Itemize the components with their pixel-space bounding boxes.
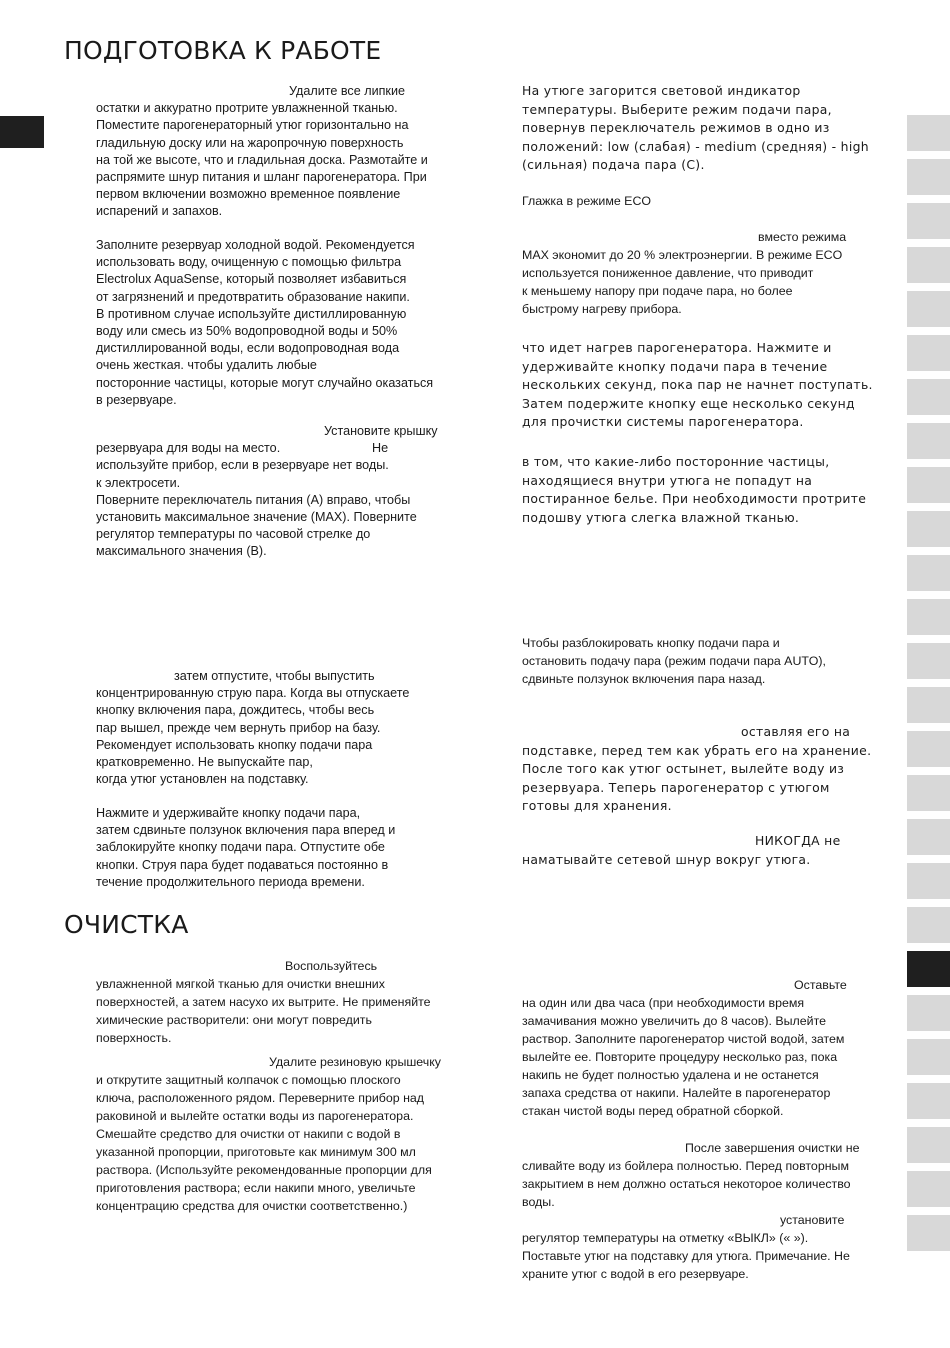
clean-paragraph-soak: Оставьте на один или два часа (при необходимости время замачивания можно увеличить до 8 часов). Вылейте раствор. Заполните парогенератор чистой водой, затем вылейте ее. Повторите процедуру несколько раз, пока накипь не будет полностью удалена и не останется запаха средства от накипи. Налейте в парогенератор стакан чистой воды перед обратной сборкой. <box>522 978 847 1118</box>
language-tab <box>907 731 950 767</box>
right-paragraph-eco-text: вместо режима MAX экономит до 20 % электроэнергии. В режиме ECO используется пониженное давление, что приводит к меньшему напору при подаче пара, но более быстрому нагреву прибора. <box>522 230 847 316</box>
language-tab <box>907 115 950 151</box>
language-tab <box>907 379 950 415</box>
language-marker <box>0 116 44 148</box>
language-tab <box>907 1171 950 1207</box>
right-paragraph-particles: в том, что какие-либо посторонние частицы, находящиеся внутри утюга не попадут на постиранное белье. При необходимости протрите подошву утюга слегка влажной тканью. <box>522 454 867 525</box>
language-tab <box>907 511 950 547</box>
prep-paragraph-lid: Установите крышку резервуара для воды на место. используйте прибор, если в резервуаре нет воды. к электросети. Поверните переключатель питания (A) вправо, чтобы установить максимальное значение (MAX). Поверните регулятор температуры по часовой стрелке до максимального значения (B). <box>96 424 438 559</box>
language-tab <box>907 863 950 899</box>
right-paragraph-unlock: Чтобы разблокировать кнопку подачи пара и остановить подачу пара (режим подачи пара AUTO), сдвиньте ползунок включения пара назад. <box>522 636 826 686</box>
language-tab <box>907 1083 950 1119</box>
right-paragraph-storage: оставляя его на подставке, перед тем как убрать его на хранение. После того как утюг остынет, вылейте воду из резервуара. Теперь парогенератор с утюгом готовы для хранения. <box>522 724 872 814</box>
language-tab <box>907 599 950 635</box>
language-tab <box>907 775 950 811</box>
language-tab <box>907 159 950 195</box>
language-tab <box>907 1039 950 1075</box>
right-paragraph-heating: что идет нагрев парогенератора. Нажмите и удерживайте кнопку подачи пара в течение нескольких секунд, пока пар не начнет поступать. Затем подержите кнопку еще несколько секунд для прочистки системы парогенератора. <box>522 340 873 430</box>
clean-paragraph-descale: Удалите резиновую крышечку и открутите защитный колпачок с помощью плоского ключа, расположенного рядом. Переверните прибор над раковиной и вылейте остатки воды из парогенератора. Смешайте средство для очистки от накипи с водой в указанной пропорции, приготовьте как минимум 300 мл раствора. (Используйте рекомендованные пропорции для приготовления раствора; если накипи много, увеличьте концентрацию средства для очистки соответственно.) <box>96 1055 441 1213</box>
language-tab <box>907 467 950 503</box>
language-tab-strip <box>907 115 950 1259</box>
language-tab <box>907 291 950 327</box>
prep-paragraph-steam-lock: Нажмите и удерживайте кнопку подачи пара, затем сдвиньте ползунок включения пара вперед и заблокируйте кнопку подачи пара. Отпустите обе кнопки. Струя пара будет подаваться постоянно в течение продолжительного периода времени. <box>96 806 396 889</box>
language-tab <box>907 643 950 679</box>
language-tab <box>907 247 950 283</box>
prep-paragraph-fill: Заполните резервуар холодной водой. Рекомендуется использовать воду, очищенную с помощью фильтра Electrolux AquaSense, который позволяет избавиться от загрязнений и предотвратить образование накипи. В противном случае используйте дистиллированную воду или смесь из 50% водопроводной воды и 50% дистиллированной воды, если водопроводная вода очень жесткая. чтобы удалить любые посторонние частицы, которые могут случайно оказаться в резервуаре. <box>96 238 434 407</box>
prep-paragraph-steam-shot: затем отпустите, чтобы выпустить концентрированную струю пара. Когда вы отпускаете кнопку включения пара, дождитесь, чтобы весь пар вышел, прежде чем вернуть прибор на базу. Рекомендует использовать кнопку подачи пара кратковременно. Не выпускайте пар, когда утюг установлен на подставку. <box>96 669 410 787</box>
language-tab <box>907 423 950 459</box>
language-tab <box>907 907 950 943</box>
prep-paragraph-unpack: Удалите все липкие остатки и аккуратно протрите увлажненной тканью. Поместите парогенераторный утюг горизонтально на гладильную доску или на жаропрочную поверхность на той же высоте, что и гладильная доска. Размотайте и распрямите шнур питания и шланг парогенератора. При первом включении возможно временное появление испарений и запахов. <box>96 84 428 219</box>
prep-paragraph-lid-warning: Не <box>372 441 389 455</box>
language-tab <box>907 555 950 591</box>
language-tab <box>907 203 950 239</box>
language-tab <box>907 1127 950 1163</box>
language-tab <box>907 687 950 723</box>
language-tab-active <box>907 951 950 987</box>
section-heading-clean: ОЧИСТКА <box>64 910 189 939</box>
language-tab <box>907 335 950 371</box>
language-tab <box>907 819 950 855</box>
clean-paragraph-boiler: После завершения очистки не сливайте воду из бойлера полностью. Перед повторным закрытием в нем должно остаться некоторое количество воды. <box>522 1141 860 1209</box>
right-paragraph-cord-warning: НИКОГДА не наматывайте сетевой шнур вокруг утюга. <box>522 833 841 867</box>
right-paragraph-indicator: На утюге загорится световой индикатор температуры. Выберите режим подачи пара, повернув переключатель режимов в одно из положений: low (слабая) - medium (средняя) - high (сильная) подача пара (C). <box>522 83 869 173</box>
language-tab <box>907 995 950 1031</box>
language-tab <box>907 1215 950 1251</box>
section-heading-prep: ПОДГОТОВКА К РАБОТЕ <box>64 36 382 65</box>
right-paragraph-eco-title: Глажка в режиме ECO <box>522 194 652 208</box>
clean-paragraph-surfaces: Воспользуйтесь увлажненной мягкой тканью для очистки внешних поверхностей, а затем насухо их вытрите. Не применяйте химические растворители: они могут повредить поверхность. <box>96 959 431 1045</box>
clean-paragraph-off: установите регулятор температуры на отметку «ВЫКЛ» (« »). Поставьте утюг на подставку для утюга. Примечание. Не храните утюг с водой в его резервуаре. <box>522 1213 850 1281</box>
